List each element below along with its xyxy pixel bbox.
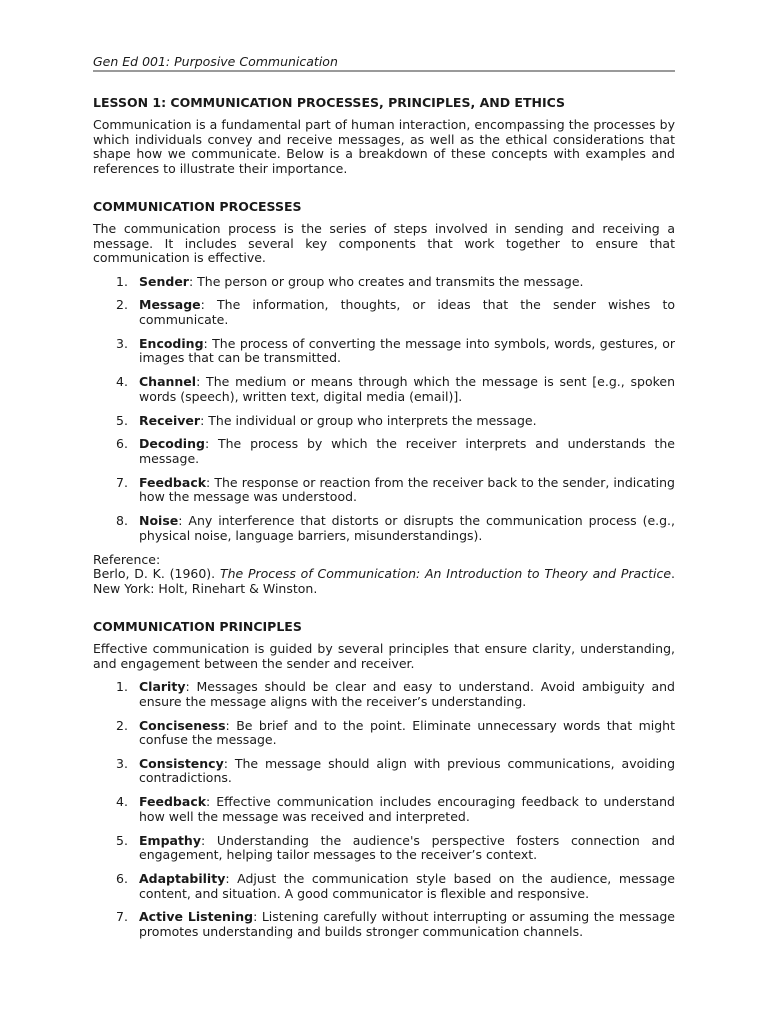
processes-list [93,275,675,544]
list-item: 1. Sender: The person or group who creates and transmits the message. [116,273,584,289]
term: Message [139,297,201,313]
reference-author: Berlo, D. K. (1960). [93,566,220,582]
list-item: 5. Receiver: The individual or group who interprets the message. [116,412,537,428]
term: Consistency [139,755,224,771]
processes-heading: COMMUNICATION PROCESSES [93,199,302,214]
principles-list [93,680,675,939]
list-item: 4. Feedback: Effective communication includes encouraging feedback to understand how well the message was received and interpreted. [116,794,675,824]
term: Noise [139,513,179,529]
term: Feedback [139,794,207,810]
list-item: 7. Feedback: The response or reaction from the receiver back to the sender, indicating how the message was understood. [116,474,675,505]
principles-intro: Effective communication is guided by several principles that ensure clarity, understanding, and engagement between the sender and receiver. [93,641,675,671]
processes-intro: The communication process is the series of steps involved in sending and receiving a message. It includes several key components that work together to ensure that communication is effective. [93,221,675,265]
term: Active Listening [139,909,254,925]
term: Decoding [139,436,205,452]
list-item: 2. Message: The information, thoughts, or ideas that the sender wishes to communicate. [116,297,675,327]
reference-title: The Process of Communication: An Introduction to Theory and Practice [219,566,672,582]
reference-block [93,553,675,597]
lesson-title: LESSON 1: COMMUNICATION PROCESSES, PRINCIPLES, AND ETHICS [93,95,566,110]
list-item: 1. Clarity: Messages should be clear and easy to understand. Avoid ambiguity and ensure the message aligns with the receiver’s understanding. [116,679,675,709]
list-item: 5. Empathy: Understanding the audience's perspective fosters connection and engagement, helping tailor messages to the receiver’s context. [116,832,675,863]
term: Conciseness [139,717,226,733]
intro-paragraph: Communication is a fundamental part of human interaction, encompassing the processes by which individuals convey and receive messages, as well as the ethical considerations that shape how we communicate. Below is a breakdown of these concepts with examples and references to illustrate their importance. [93,117,675,176]
list-item: 4. Channel: The medium or means through which the message is sent [e.g., spoken words (speech), written text, digital media (email)]. [116,374,675,404]
reference-label: Reference: [93,551,161,567]
term: Empathy [139,832,201,848]
list-item: 8. Noise: Any interference that distorts or disrupts the communication process (e.g., physical noise, language barriers, misunderstandings). [116,513,675,543]
term: Feedback [139,474,207,490]
term: Receiver [139,412,201,428]
running-header: Gen Ed 001: Purposive Communication [93,54,675,72]
list-item: 6. Adaptability: Adjust the communication style based on the audience, message content, and situation. A good communicator is flexible and responsive. [116,871,675,901]
term: Channel [139,374,197,390]
term: Sender [139,273,189,289]
list-item: 2. Conciseness: Be brief and to the point. Eliminate unnecessary words that might confuse the message. [116,717,675,748]
document-page [93,0,675,949]
principles-heading: COMMUNICATION PRINCIPLES [93,619,302,635]
list-item: 7. Active Listening: Listening carefully without interrupting or assuming the message promotes understanding and builds stronger communication channels. [116,909,675,939]
list-item: 3. Consistency: The message should align with previous communications, avoiding contradictions. [116,755,675,786]
term: Adaptability [139,871,226,887]
list-item: 6. Decoding: The process by which the receiver interprets and understands the message. [116,436,675,466]
list-item: 3. Encoding: The process of converting the message into symbols, words, gestures, or images that can be transmitted. [116,335,675,366]
reference-publisher: . New York: Holt, Rinehart & Winston. [93,566,675,596]
term: Encoding [139,335,204,351]
term: Clarity [139,679,186,695]
